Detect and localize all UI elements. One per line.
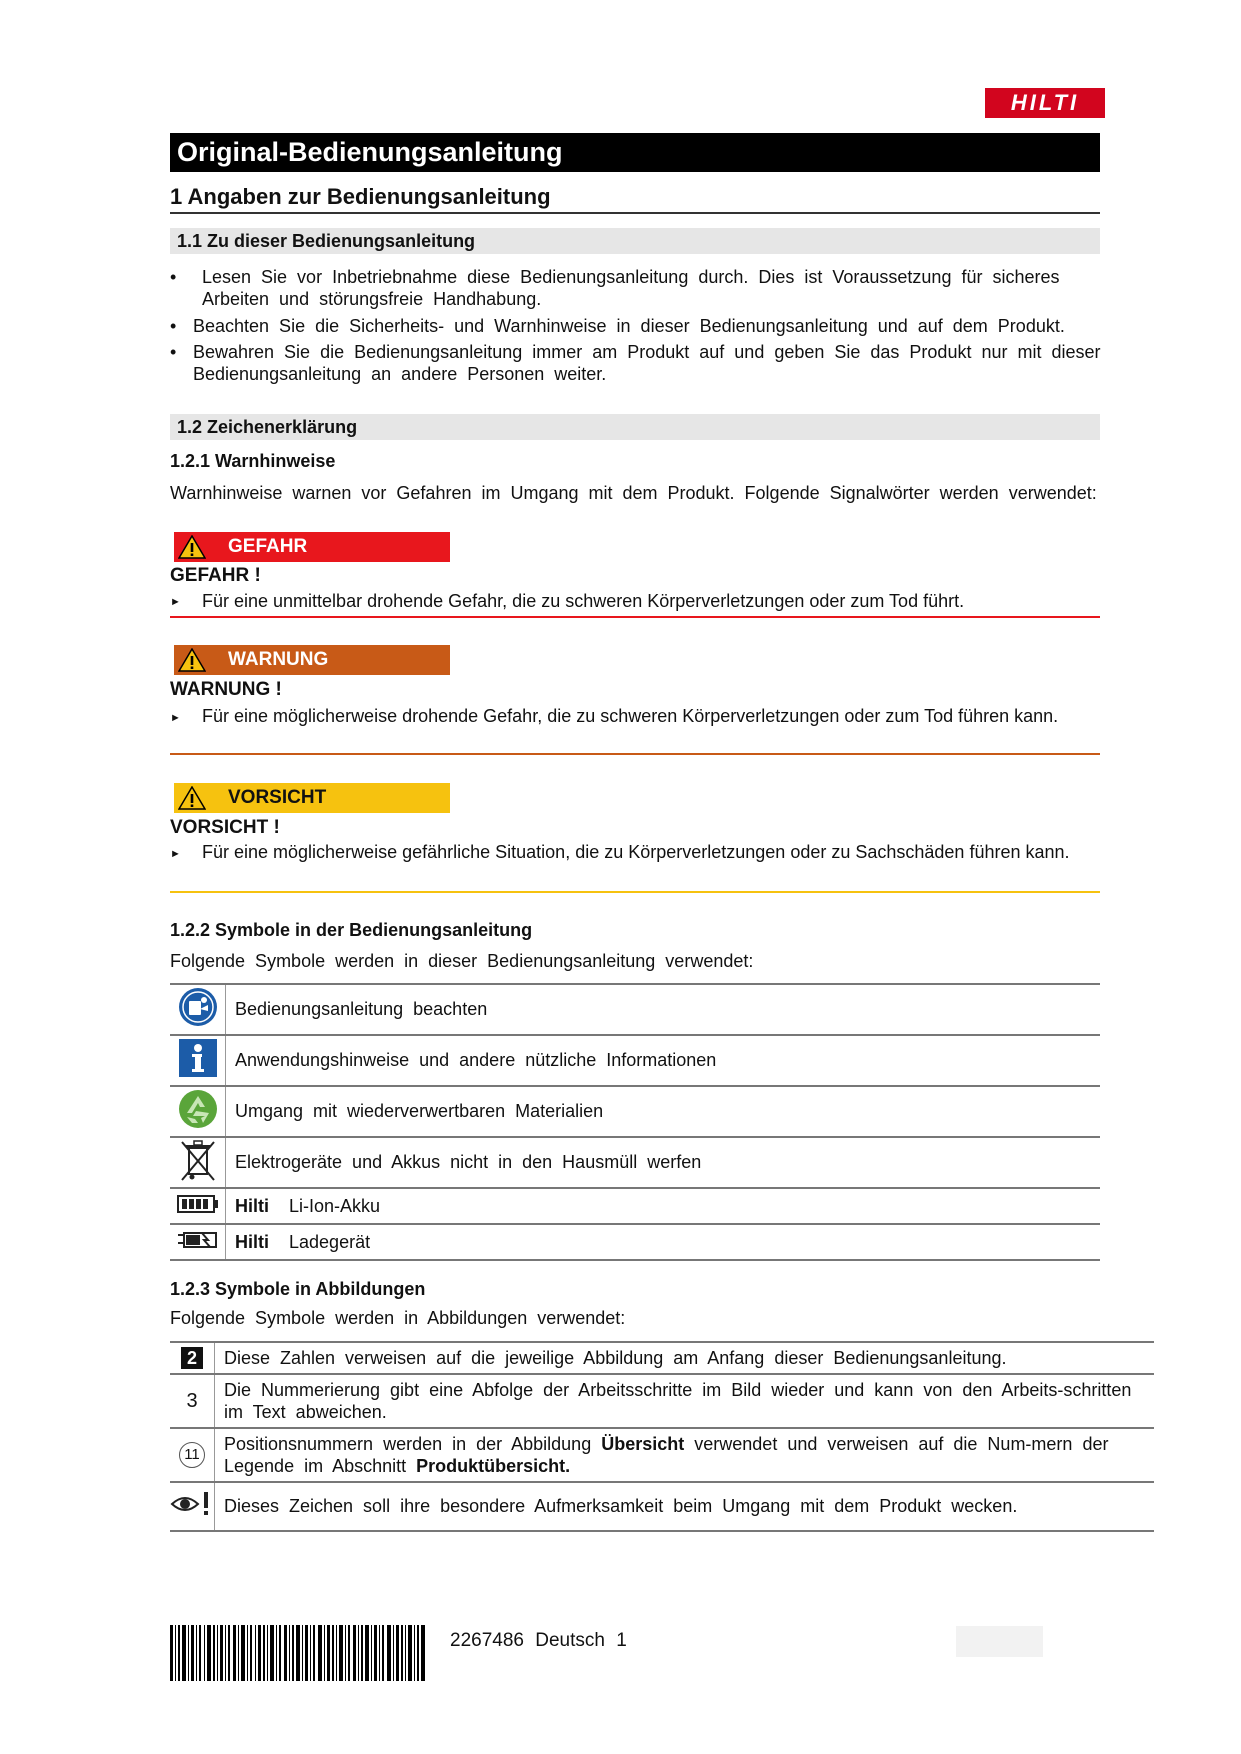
table-row <box>170 984 1100 1035</box>
symbol-text: Hilti Ladegerät <box>226 1224 1101 1260</box>
warning-word: WARNUNG ! <box>170 679 282 700</box>
caution-word: VORSICHT ! <box>170 817 280 838</box>
info-icon <box>178 1038 218 1078</box>
section-1-2-heading: 1.2 Zeichenerklärung <box>170 414 1100 440</box>
caution-rule <box>170 891 1100 893</box>
section-1-2-2-heading: 1.2.2 Symbole in der Bedienungsanleitung <box>170 920 533 940</box>
figure-number-icon: 2 <box>181 1347 203 1369</box>
figure-symbols-intro: Folgende Symbole werden in Abbildungen verwendet: <box>170 1308 626 1328</box>
step-number-icon: 3 <box>186 1389 198 1412</box>
barcode <box>170 1625 425 1681</box>
warnings-intro: Warnhinweise warnen vor Gefahren im Umgang mit dem Produkt. Folgende Signalwörter werden verwendet: <box>170 483 1097 503</box>
symbol-text: Positionsnummern werden in der Abbildung Übersicht verwendet und verweisen auf die Num-mern der Legende im Abschnitt Produktübersicht. <box>215 1428 1155 1482</box>
danger-description: ► Für eine unmittelbar drohende Gefahr, die zu schweren Körperverletzungen oder zum Tod führt. <box>170 591 965 611</box>
danger-word: GEFAHR ! <box>170 565 261 586</box>
section-1-heading: 1 Angaben zur Bedienungsanleitung <box>170 182 1100 214</box>
symbol-text: Anwendungshinweise und andere nützliche Informationen <box>226 1035 1101 1086</box>
charger-icon <box>176 1229 220 1251</box>
bullet-item: • Bewahren Sie die Bedienungsanleitung immer am Produkt auf und geben Sie das Produkt nur mit dieser Bedienungsanleitung an andere Personen weiter. <box>170 342 1101 384</box>
position-number-icon: 11 <box>179 1442 205 1468</box>
bullet-item: • Beachten Sie die Sicherheits- und Warnhinweise in dieser Bedienungsanleitung und auf dem Produkt. <box>170 316 1065 336</box>
warning-description: ► Für eine möglicherweise drohende Gefahr, die zu schweren Körperverletzungen oder zum Tod führen kann. <box>170 706 1059 726</box>
danger-label: GEFAHR <box>174 532 450 562</box>
bullet-item: • Lesen Sie vor Inbetriebnahme diese Bedienungsanleitung durch. Dies ist Voraussetzung für sicheres Arbeiten und störungsfreie Handhabung. <box>170 267 1060 309</box>
table-row <box>170 1188 1100 1224</box>
manual-icon <box>178 987 218 1027</box>
warning-label: WARNUNG <box>174 645 450 675</box>
table-row <box>170 1342 1154 1374</box>
table-row <box>170 1428 1154 1482</box>
symbols-intro: Folgende Symbole werden in dieser Bedienungsanleitung verwendet: <box>170 951 754 971</box>
caution-label: VORSICHT <box>174 783 450 813</box>
symbol-text: Diese Zahlen verweisen auf die jeweilige Abbildung am Anfang dieser Bedienungsanleitung. <box>215 1342 1155 1374</box>
warning-triangle-icon <box>178 648 206 672</box>
battery-icon <box>177 1194 219 1214</box>
symbol-text: Umgang mit wiederverwertbaren Materialien <box>226 1086 1101 1137</box>
hilti-logo: HILTI <box>985 88 1105 118</box>
section-1-2-3-heading: 1.2.3 Symbole in Abbildungen <box>170 1279 426 1299</box>
table-row <box>170 1137 1100 1188</box>
table-row <box>170 1086 1100 1137</box>
symbol-text: Die Nummerierung gibt eine Abfolge der Arbeitsschritte im Bild wieder und kann von den Arbeits-schritten im Text abweichen. <box>215 1374 1155 1428</box>
table-row <box>170 1374 1154 1428</box>
footer-document-code: 2267486 Deutsch 1 <box>450 1630 627 1651</box>
table-row <box>170 1482 1154 1531</box>
danger-rule <box>170 616 1100 618</box>
caution-description: ► Für eine möglicherweise gefährliche Situation, die zu Körperverletzungen oder zu Sachschäden führen kann. <box>170 842 1070 862</box>
warning-rule <box>170 753 1100 755</box>
section-1-1-heading: 1.1 Zu dieser Bedienungsanleitung <box>170 228 1100 254</box>
symbol-text: Bedienungsanleitung beachten <box>226 984 1101 1035</box>
attention-eye-icon <box>170 1490 214 1518</box>
section-1-2-1-heading: 1.2.1 Warnhinweise <box>170 451 336 471</box>
page-title: Original-Bedienungsanleitung <box>170 133 1100 172</box>
symbol-text: Dieses Zeichen soll ihre besondere Aufmerksamkeit beim Umgang mit dem Produkt wecken. <box>215 1482 1155 1531</box>
table-row <box>170 1224 1100 1260</box>
symbols-table <box>170 983 1100 1261</box>
symbol-text: Elektrogeräte und Akkus nicht in den Hausmüll werfen <box>226 1137 1101 1188</box>
warning-triangle-icon <box>178 786 206 810</box>
crossed-bin-icon <box>178 1138 218 1182</box>
figure-symbols-table <box>170 1341 1154 1532</box>
warning-triangle-icon <box>178 535 206 559</box>
recycle-icon <box>178 1089 218 1129</box>
symbol-text: Hilti Li-Ion-Akku <box>226 1188 1101 1224</box>
table-row <box>170 1035 1100 1086</box>
footer-box <box>956 1626 1043 1657</box>
